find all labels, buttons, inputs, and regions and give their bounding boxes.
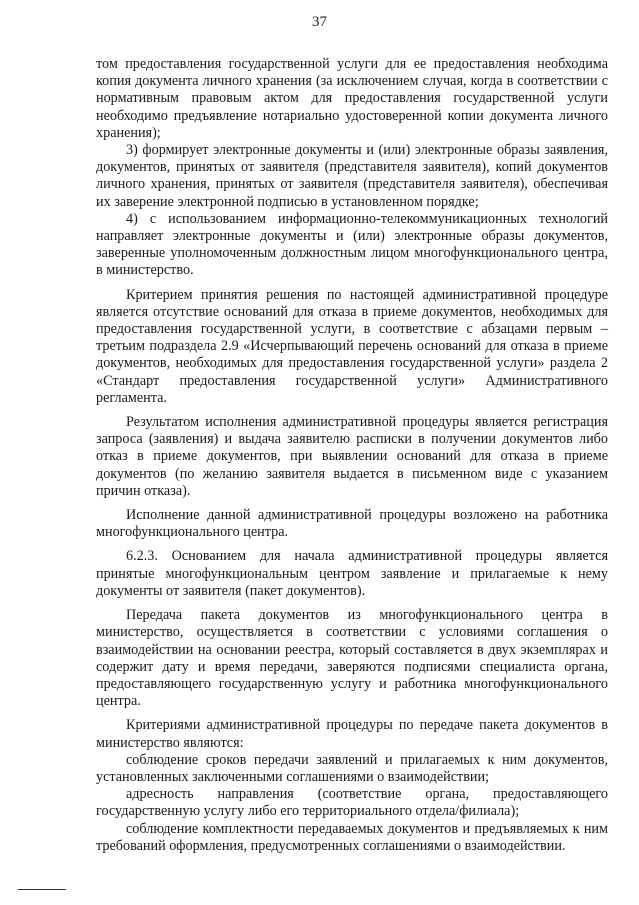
paragraph: 3) формирует электронные документы и (или) электронные образы заявления, документов, принятых от заявителя (представителя заявителя), копий документов личного хранения, принятых от заявителя (представителя заявителя), обеспечивая их заверение электронной подписью в установленном порядке; bbox=[96, 142, 608, 210]
document-body bbox=[96, 56, 608, 855]
paragraph: 6.2.3. Основанием для начала административной процедуры является принятые многофункциональным центром заявление и прилагаемые к нему документы от заявителя (пакет документов). bbox=[96, 548, 608, 599]
paragraph: Исполнение данной административной процедуры возложено на работника многофункционального центра. bbox=[96, 507, 608, 541]
paragraph: Критериями административной процедуры по передаче пакета документов в министерство являются: bbox=[96, 717, 608, 751]
paragraph: Передача пакета документов из многофункционального центра в министерство, осуществляется в соответствии с условиями соглашения о взаимодействии на основании реестра, который составляется в двух экземплярах и содержит дату и время передачи, заверяются подписями специалиста органа, предоставляющего государственную услугу и работника многофункционального центра. bbox=[96, 607, 608, 710]
paragraph: соблюдение комплектности передаваемых документов и предъявляемых к ним требований оформления, предусмотренных соглашениями о взаимодействии. bbox=[96, 820, 608, 854]
paragraph: Критерием принятия решения по настоящей административной процедуре является отсутствие оснований для отказа в приеме документов, необходимых для предоставления государственной услуги, в соответствие с абзацами первым – третьим подраздела 2.9 «Исчерпывающий перечень оснований для отказа в приеме документов, необходимых для предоставления государственной услуги» раздела 2 «Стандарт предоставления государственной услуги» Административного регламента. bbox=[96, 286, 608, 406]
footnote-divider bbox=[18, 889, 66, 890]
paragraph: соблюдение сроков передачи заявлений и прилагаемых к ним документов, установленных заключенными соглашениями о взаимодействии; bbox=[96, 751, 608, 785]
paragraph: том предоставления государственной услуги для ее предоставления необходима копия документа личного хранения (за исключением случая, когда в соответствии с нормативным правовым актом для предоставления государственной услуги необходимо предъявление нотариально удостоверенной копии документа личного хранения); bbox=[96, 56, 608, 141]
paragraph: Результатом исполнения административной процедуры является регистрация запроса (заявления) и выдача заявителю расписки в получении документов либо отказ в приеме документов, при выявлении оснований для отказа в приеме документов (по желанию заявителя выдается в письменном виде с указанием причин отказа). bbox=[96, 414, 608, 499]
paragraph: 4) с использованием информационно-телекоммуникационных технологий направляет электронные документы и (или) электронные образы документов, заверенные уполномоченным должностным лицом многофункционального центра, в министерство. bbox=[96, 210, 608, 279]
paragraph: адресность направления (соответствие органа, предоставляющего государственную услугу либо его территориального отдела/филиала); bbox=[96, 786, 608, 820]
page-number: 37 bbox=[312, 14, 327, 30]
